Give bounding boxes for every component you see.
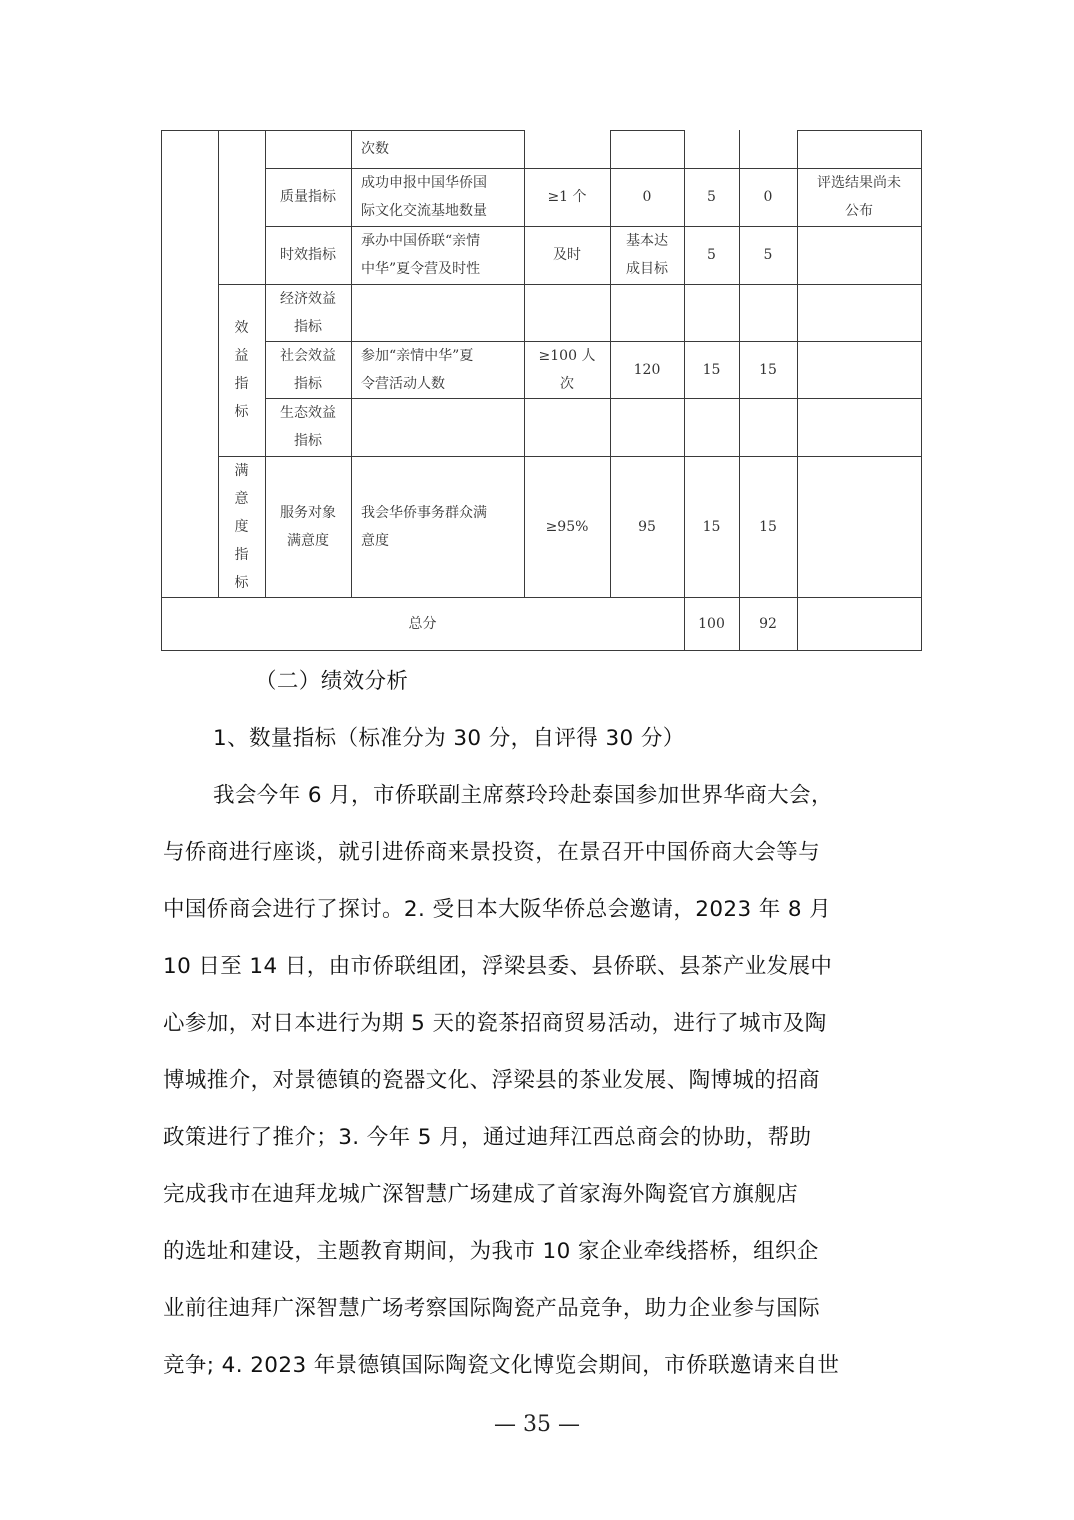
- category-text: 指标: [294, 433, 322, 449]
- total-weight-cell: [684, 597, 739, 650]
- section-heading: （二）绩效分析: [255, 669, 409, 694]
- group-char: 度: [234, 518, 249, 535]
- indicator-text: 际文化交流基地数量: [361, 203, 487, 219]
- subheading: 1、数量指标（标准分为 30 分，自评得 30 分）: [213, 726, 685, 751]
- category-text: 社会效益: [280, 347, 336, 364]
- category-cell: [265, 168, 351, 226]
- satisfaction-group-cell: [218, 456, 265, 597]
- category-cell: [265, 398, 351, 456]
- body-line: 与侨商进行座谈，就引进侨商来景投资，在景召开中国侨商大会等与: [163, 840, 821, 865]
- category-text: 满意度: [287, 532, 329, 549]
- group-char: 指: [234, 546, 249, 563]
- body-line: 心参加，对日本进行为期 5 天的瓷茶招商贸易活动，进行了城市及陶: [163, 1011, 827, 1036]
- actual-text: 基本达: [626, 233, 668, 249]
- group-char: 指: [234, 376, 249, 392]
- indicator-text: 成功申报中国华侨国: [361, 175, 487, 191]
- weight-cell: [684, 226, 739, 284]
- page-number: — 35 —: [494, 1412, 580, 1437]
- score-cell: [739, 341, 797, 398]
- actual-cell: [610, 456, 684, 597]
- actual-cell: [610, 341, 684, 398]
- target-text: 次: [560, 375, 574, 392]
- total-score-cell: [739, 597, 797, 650]
- total-label: 总分: [408, 615, 437, 632]
- score-text: 5: [763, 247, 773, 263]
- category-cell: [265, 226, 351, 284]
- actual-text: 0: [642, 189, 652, 205]
- weight-cell: [684, 341, 739, 398]
- indicator-text: 我会华侨事务群众满: [361, 504, 487, 521]
- body-line: 完成我市在迪拜龙城广深智慧广场建成了首家海外陶瓷官方旗舰店: [163, 1182, 799, 1207]
- actual-text: 120: [633, 361, 661, 378]
- actual-cell: [610, 226, 684, 284]
- benefit-group-cell: [218, 284, 265, 456]
- group-char: 标: [234, 574, 249, 591]
- table-border: [161, 130, 162, 650]
- body-line: 竞争; 4. 2023 年景德镇国际陶瓷文化博览会期间，市侨联邀请来自世: [163, 1353, 840, 1378]
- score-cell: [739, 456, 797, 597]
- score-cell: [739, 168, 797, 226]
- body-line: 博城推介，对景德镇的瓷器文化、浮梁县的茶业发展、陶博城的招商: [163, 1068, 821, 1093]
- category-text: 指标: [294, 318, 322, 335]
- category-cell: [265, 341, 351, 398]
- category-text: 质量指标: [280, 189, 336, 205]
- category-cell: [265, 284, 351, 341]
- actual-text: 成目标: [626, 261, 668, 277]
- table-border: [265, 398, 922, 399]
- score-cell: [739, 226, 797, 284]
- body-line: 业前往迪拜广深智慧广场考察国际陶瓷产品竞争，助力企业参与国际: [163, 1296, 821, 1321]
- category-text: 指标: [294, 375, 322, 392]
- target-text: ≥95%: [545, 518, 589, 535]
- target-cell: [524, 168, 610, 226]
- group-char: 效: [234, 320, 249, 336]
- body-line: 中国侨商会进行了探讨。2. 受日本大阪华侨总会邀请，2023 年 8 月: [163, 897, 832, 922]
- note-cell: [797, 168, 921, 226]
- total-label-cell: [161, 597, 684, 650]
- group-char: 益: [234, 348, 249, 364]
- indicator-cell: [351, 341, 524, 398]
- group-char: 标: [234, 404, 249, 420]
- category-text: 服务对象: [280, 504, 336, 521]
- indicator-cell: [351, 226, 524, 284]
- table-border: [797, 130, 922, 131]
- target-text: 及时: [553, 247, 581, 263]
- performance-table: [0, 0, 1074, 660]
- weight-text: 15: [702, 361, 721, 378]
- body-line: 10 日至 14 日，由市侨联组团，浮梁县委、县侨联、县茶产业发展中: [163, 954, 833, 979]
- total-score: 92: [759, 615, 777, 632]
- indicator-text: 意度: [361, 532, 389, 549]
- indicator-text: 参加“亲情中华”夏: [361, 347, 474, 364]
- weight-text: 5: [707, 247, 716, 263]
- actual-cell: [610, 168, 684, 226]
- score-text: 0: [763, 189, 773, 205]
- category-text: 生态效益: [280, 405, 336, 421]
- body-line: 的选址和建设，主题教育期间，为我市 10 家企业牵线搭桥，组织企: [163, 1239, 819, 1264]
- target-text: ≥1 个: [547, 189, 587, 205]
- indicator-text: 令营活动人数: [361, 375, 445, 392]
- note-text: 公布: [845, 203, 873, 219]
- category-cell: [265, 456, 351, 597]
- total-weight: 100: [698, 615, 725, 632]
- indicator-text: 中华”夏令营及时性: [361, 261, 481, 277]
- group-char: 满: [234, 462, 249, 479]
- body-line: 我会今年 6 月，市侨联副主席蔡玲玲赴泰国参加世界华商大会，: [213, 783, 833, 808]
- target-cell: [524, 341, 610, 398]
- target-text: ≥100 人: [538, 347, 596, 364]
- score-text: 15: [759, 361, 777, 378]
- category-text: 经济效益: [280, 290, 336, 307]
- weight-cell: [684, 168, 739, 226]
- category-text: 时效指标: [280, 247, 336, 263]
- weight-text: 15: [702, 518, 721, 535]
- score-text: 15: [759, 518, 777, 535]
- indicator-text: 次数: [361, 141, 389, 157]
- indicator-cell: [351, 130, 524, 168]
- target-cell: [524, 226, 610, 284]
- indicator-cell: [351, 456, 524, 597]
- table-border: [610, 130, 684, 131]
- weight-cell: [684, 456, 739, 597]
- indicator-text: 承办中国侨联“亲情: [361, 233, 481, 249]
- table-border: [921, 130, 922, 650]
- group-char: 意: [234, 490, 249, 507]
- table-border: [161, 650, 922, 651]
- note-text: 评选结果尚未: [817, 175, 901, 191]
- actual-text: 95: [638, 518, 656, 535]
- body-line: 政策进行了推介；3. 今年 5 月，通过迪拜江西总商会的协助，帮助: [163, 1125, 812, 1150]
- indicator-cell: [351, 168, 524, 226]
- weight-text: 5: [707, 189, 716, 205]
- target-cell: [524, 456, 610, 597]
